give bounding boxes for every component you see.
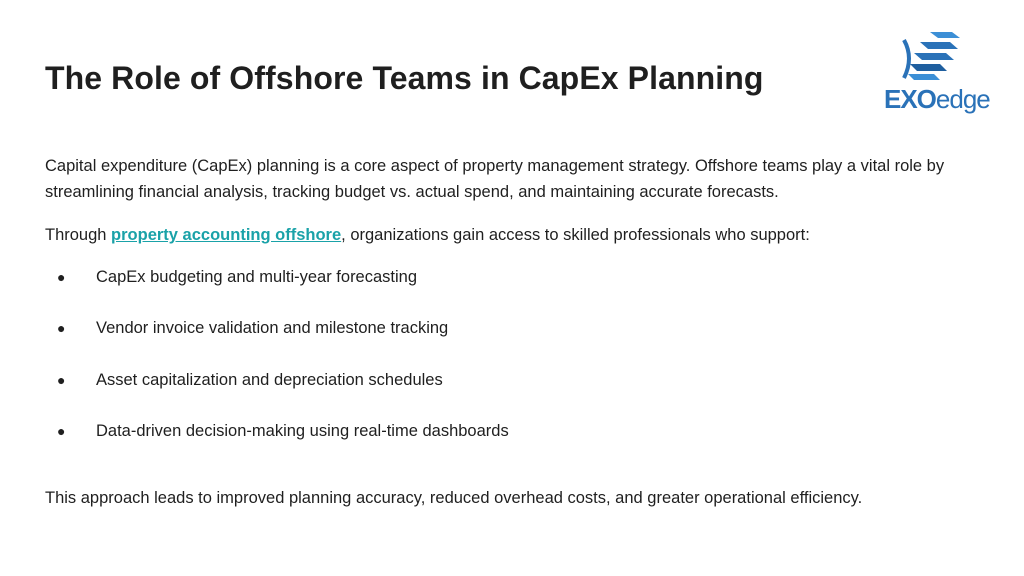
access-suffix: , organizations gain access to skilled professionals who support: xyxy=(341,226,810,244)
property-accounting-offshore-link[interactable]: property accounting offshore xyxy=(111,226,342,244)
list-item-text: Vendor invoice validation and milestone tracking xyxy=(96,319,449,338)
logo-wordmark xyxy=(884,84,990,114)
list-item-text: Data-driven decision-making using real-time dashboards xyxy=(96,421,509,440)
list-item-text: Asset capitalization and depreciation schedules xyxy=(96,370,443,389)
list-item-text: CapEx budgeting and multi-year forecasting xyxy=(96,268,418,286)
access-paragraph xyxy=(45,222,985,248)
slide-title: The Role of Offshore Teams in CapEx Planning xyxy=(45,60,764,96)
bullet-dot-icon: ● xyxy=(57,320,66,337)
bullet-dot-icon: ● xyxy=(57,422,66,439)
logo-word-exo: EXO xyxy=(884,84,936,114)
bullet-dot-icon: ● xyxy=(57,371,66,388)
intro-paragraph: Capital expenditure (CapEx) planning is a core aspect of property management strategy. Offshore teams play a vital role by streamlining financial analysis, tracking budget vs. actual spend, and maintaining accurate forecasts. xyxy=(45,157,945,201)
exoedge-logo xyxy=(880,30,990,114)
exoedge-logo-mark-icon xyxy=(900,30,964,84)
access-prefix: Through xyxy=(45,226,112,244)
conclusion-paragraph: This approach leads to improved planning accuracy, reduced overhead costs, and greater operational efficiency. xyxy=(45,489,863,507)
bullet-dot-icon: ● xyxy=(57,269,66,285)
logo-word-edge: edge xyxy=(935,84,990,114)
